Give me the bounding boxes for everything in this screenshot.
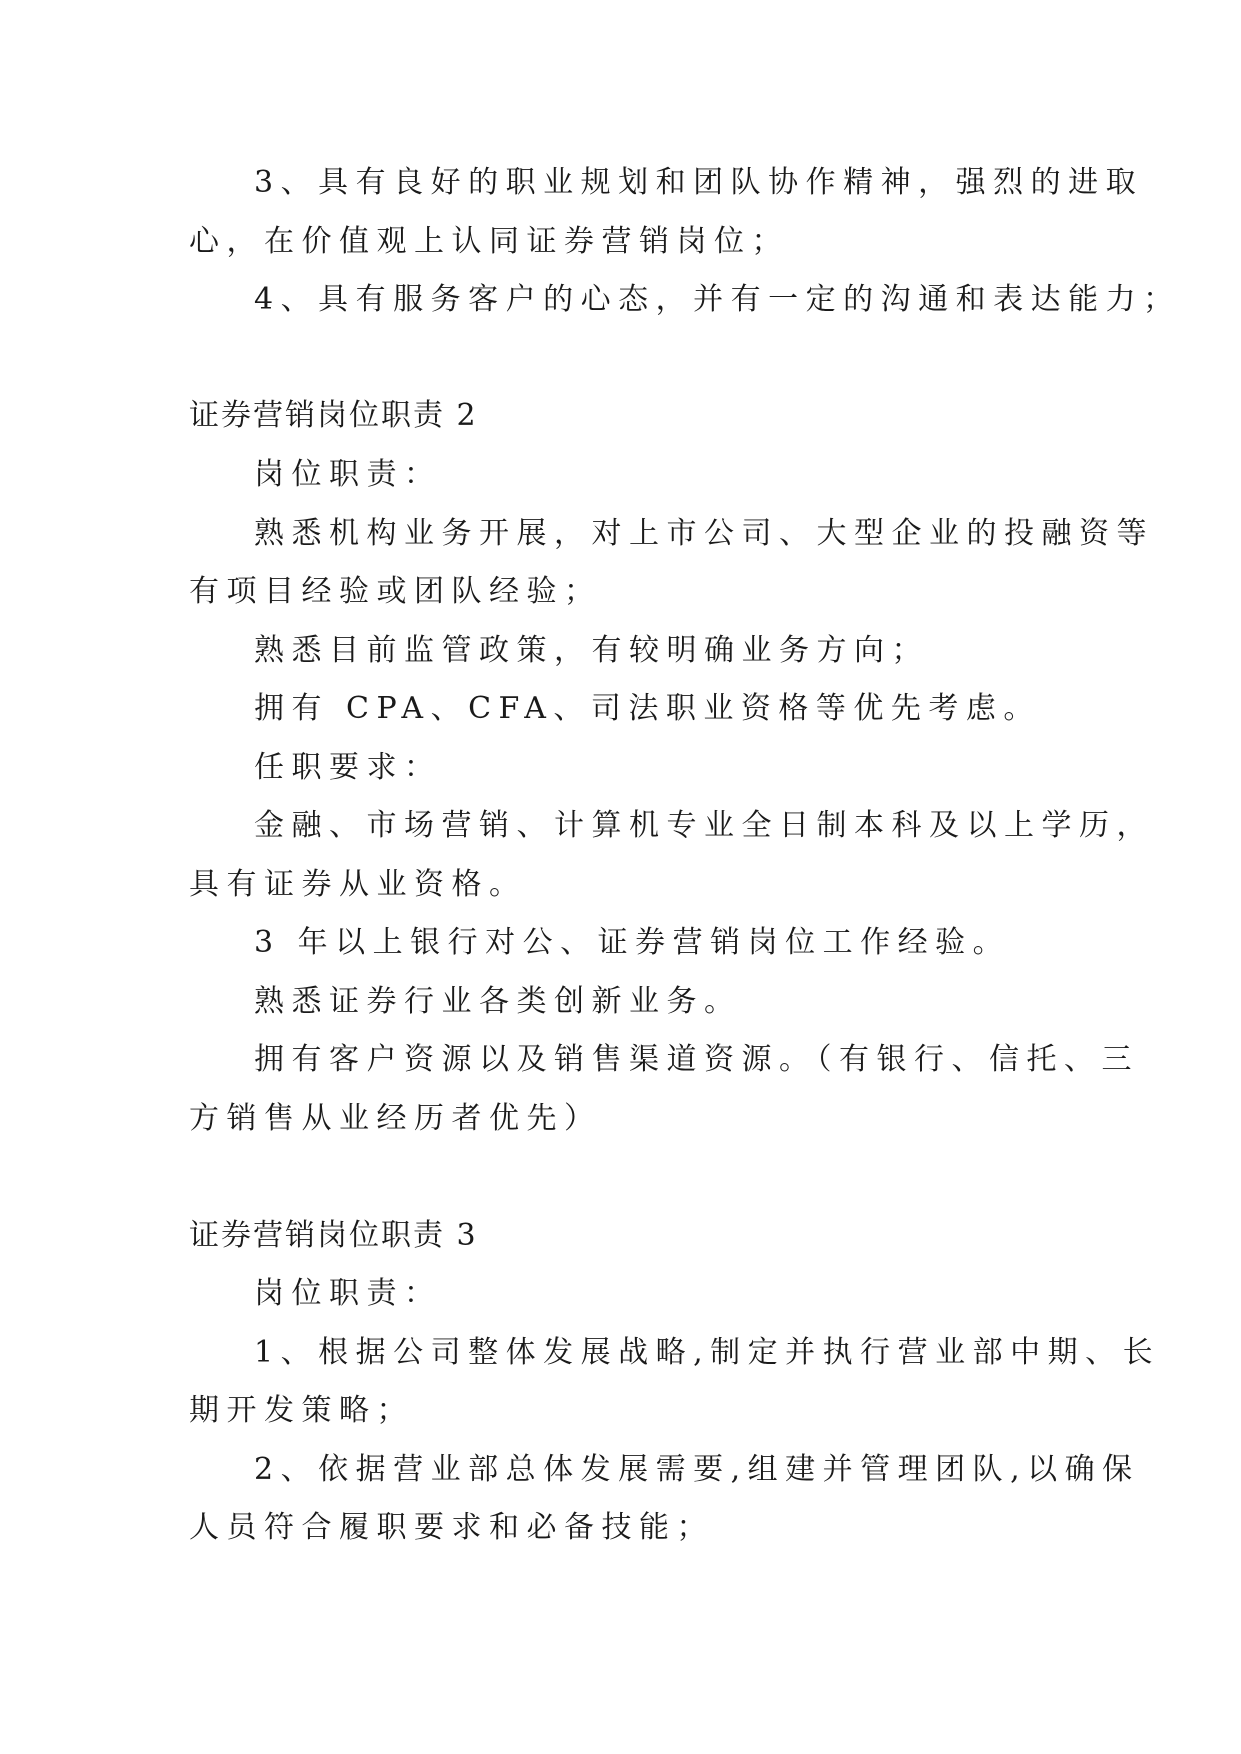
section3-title: 证券营销岗位职责 3	[189, 1218, 478, 1253]
section3-duty2-line1: 2、依据营业部总体发展需要,组建并管理团队,以确保	[254, 1452, 1140, 1487]
item3-line2: 心，在价值观上认同证券营销岗位；	[189, 224, 789, 259]
section2-req3: 熟悉证券行业各类创新业务。	[254, 984, 742, 1019]
section2-req4-line2: 方销售从业经历者优先）	[189, 1101, 602, 1136]
section2-duty1-line1: 熟悉机构业务开展，对上市公司、大型企业的投融资等	[254, 516, 1154, 551]
section2-duty3: 拥有 CPA、CFA、司法职业资格等优先考虑。	[254, 691, 1041, 726]
section2-req4-line1: 拥有客户资源以及销售渠道资源。（有银行、信托、三	[254, 1042, 1139, 1077]
section2-duties-label: 岗位职责：	[254, 457, 442, 492]
section3-duties-label: 岗位职责：	[254, 1276, 442, 1311]
section2-req1-line1: 金融、市场营销、计算机专业全日制本科及以上学历，	[254, 808, 1154, 843]
section3-duty1-line2: 期开发策略；	[189, 1393, 414, 1428]
section3-duty2-line2: 人员符合履职要求和必备技能；	[189, 1510, 714, 1545]
section2-duty1-line2: 有项目经验或团队经验；	[189, 574, 602, 609]
section3-duty1-line1: 1、根据公司整体发展战略,制定并执行营业部中期、长	[254, 1335, 1161, 1370]
item3-line1: 3、具有良好的职业规划和团队协作精神，强烈的进取	[254, 165, 1144, 200]
section2-req2: 3 年以上银行对公、证券营销岗位工作经验。	[254, 925, 1011, 960]
item4-text: 4、具有服务客户的心态，并有一定的沟通和表达能力；	[254, 282, 1181, 317]
section2-req1-line2: 具有证券从业资格。	[189, 867, 527, 902]
section2-title: 证券营销岗位职责 2	[189, 398, 478, 433]
section2-duty2: 熟悉目前监管政策，有较明确业务方向；	[254, 633, 929, 668]
section2-requirements-label: 任职要求：	[254, 750, 442, 785]
